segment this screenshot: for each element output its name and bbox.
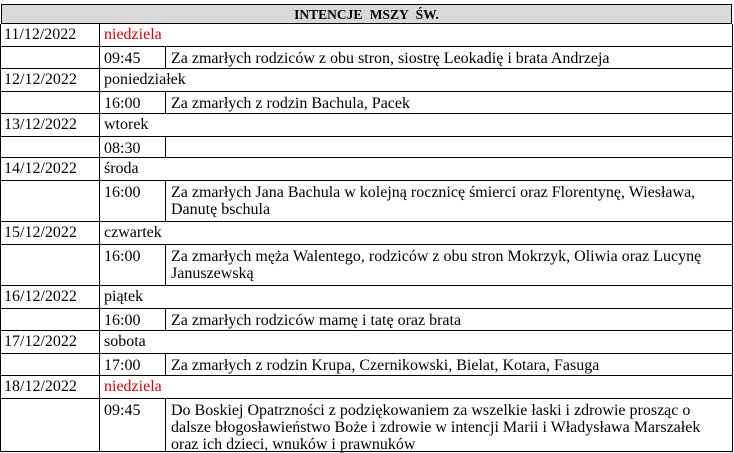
day-block [0,376,733,452]
time-cell: 09:45 [100,399,166,451]
time-cell: 16:00 [100,181,166,221]
day-block [0,158,733,222]
blank-cell [1,245,100,285]
time-cell: 16:00 [100,245,166,285]
date-cell: 11/12/2022 [1,24,100,46]
time-cell: 09:45 [100,47,166,68]
day-block [0,222,733,286]
date-cell: 15/12/2022 [1,222,100,244]
mass-row [1,136,732,157]
blank-cell [1,92,100,113]
intention-cell [166,137,732,157]
intention-cell: Za zmarłych z rodzin Krupa, Czernikowski, Bielat, Kotara, Fasuga [171,357,600,374]
intention-cell: Za zmarłych Jana Bachula w kolejną rocznicę śmierci oraz Florentynę, Wiesława, Danutę bschula [171,184,696,218]
day-name-cell: czwartek [104,224,162,241]
date-cell: 13/12/2022 [1,114,100,136]
time-cell: 08:30 [100,137,166,157]
time-cell: 17:00 [100,354,166,375]
intention-cell: Do Boskiej Opatrzności z podziękowaniem za wszelkie łaski i zdrowie prosząc o dalsze błogosławieństwo Boże i zdrowie w intencji Marii i Władysława Marszałek oraz ich dzieci, wnuków i prawnuków [171,402,701,453]
blank-cell [1,399,100,451]
day-block [0,286,733,331]
intention-cell: Za zmarłych z rodzin Bachula, Pacek [171,95,410,112]
day-block [0,24,733,69]
day-name-cell: środa [104,160,139,177]
date-cell: 12/12/2022 [1,69,100,91]
day-name-cell: sobota [104,333,146,350]
day-name-cell: niedziela [104,378,162,395]
day-name-cell: piątek [104,288,144,305]
day-header-row [1,69,732,91]
blank-cell [1,181,100,221]
day-block [0,114,733,158]
blank-cell [1,47,100,68]
blank-cell [1,354,100,375]
day-name-cell: poniedziałek [104,71,186,88]
mass-row [1,91,732,113]
schedule-grid [0,24,733,452]
blank-cell [1,309,100,330]
intention-cell: Za zmarłych męża Walentego, rodziców z obu stron Mokrzyk, Oliwia oraz Lucynę Januszewską [171,248,702,282]
schedule-title-text: INTENCJE MSZY ŚW. [294,7,439,22]
blank-cell [1,137,100,157]
mass-row [1,180,732,221]
day-header-row [1,114,732,136]
date-cell: 16/12/2022 [1,286,100,308]
intention-cell: Za zmarłych rodziców z obu stron, siostrę Leokadię i brata Andrzeja [171,50,610,67]
mass-row [1,353,732,375]
day-block [0,69,733,114]
day-block [0,331,733,376]
schedule-title [1,4,732,24]
mass-row [1,398,732,451]
day-header-row [1,376,732,398]
day-header-row [1,24,732,46]
day-header-row [1,158,732,180]
day-header-row [1,222,732,244]
mass-row [1,244,732,285]
date-cell: 18/12/2022 [1,376,100,398]
day-name-cell: wtorek [104,116,149,133]
mass-row [1,308,732,330]
day-header-row [1,331,732,353]
mass-row [1,46,732,68]
time-cell: 16:00 [100,92,166,113]
date-cell: 14/12/2022 [1,158,100,180]
date-cell: 17/12/2022 [1,331,100,353]
day-name-cell: niedziela [104,26,162,43]
day-header-row [1,286,732,308]
intention-cell: Za zmarłych rodziców mamę i tatę oraz brata [171,312,462,329]
time-cell: 16:00 [100,309,166,330]
